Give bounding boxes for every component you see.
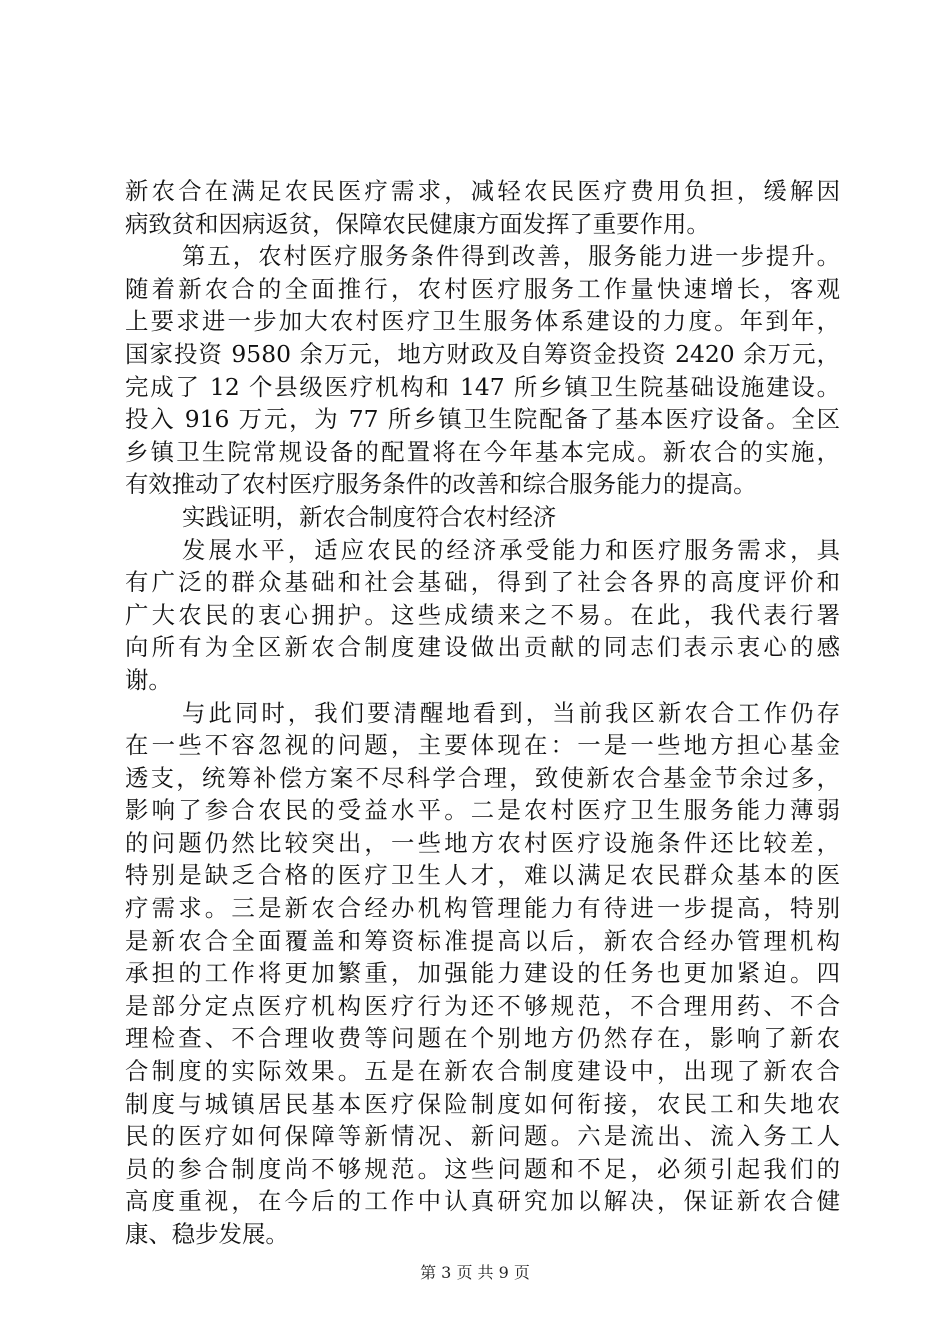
text-line: 实践证明，新农合制度符合农村经济 — [182, 502, 557, 531]
text-line: 有广泛的群众基础和社会基础，得到了社会各界的高度评价和 — [125, 568, 840, 597]
text-line: 是部分定点医疗机构医疗行为还不够规范，不合理用药、不合 — [125, 991, 840, 1020]
text-line: 影响了参合农民的受益水平。二是农村医疗卫生服务能力薄弱 — [125, 796, 840, 825]
text-line: 民的医疗如何保障等新情况、新问题。六是流出、流入务工人 — [125, 1122, 840, 1151]
text-line: 在一些不容忽视的问题，主要体现在：一是一些地方担心基金 — [125, 731, 840, 760]
page-footer: 第 3 页 共 9 页 — [420, 1263, 530, 1282]
text-line: 完成了 12 个县级医疗机构和 147 所乡镇卫生院基础设施建设。 — [125, 372, 840, 401]
document-body — [125, 175, 840, 1251]
text-line: 新农合在满足农民医疗需求，减轻农民医疗费用负担，缓解因 — [125, 177, 840, 205]
text-line: 广大农民的衷心拥护。这些成绩来之不易。在此，我代表行署 — [125, 600, 840, 629]
text-line: 第五，农村医疗服务条件得到改善，服务能力进一步提升。 — [182, 242, 840, 271]
text-line: 病致贫和因病返贫，保障农民健康方面发挥了重要作用。 — [125, 209, 710, 238]
text-line: 员的参合制度尚不够规范。这些问题和不足，必须引起我们的 — [125, 1154, 840, 1183]
text-line: 高度重视，在今后的工作中认真研究加以解决，保证新农合健 — [125, 1187, 840, 1216]
text-line: 合制度的实际效果。五是在新农合制度建设中，出现了新农合 — [125, 1057, 840, 1086]
text-line: 投入 916 万元，为 77 所乡镇卫生院配备了基本医疗设备。全区 — [125, 405, 840, 434]
text-line: 与此同时，我们要清醒地看到，当前我区新农合工作仍存 — [182, 698, 840, 727]
text-line: 的问题仍然比较突出，一些地方农村医疗设施条件还比较差， — [125, 828, 840, 857]
text-line: 发展水平，适应农民的经济承受能力和医疗服务需求，具 — [182, 535, 840, 564]
text-line: 上要求进一步加大农村医疗卫生服务体系建设的力度。年到年， — [125, 307, 840, 336]
text-line: 承担的工作将更加繁重，加强能力建设的任务也更加紧迫。四 — [125, 959, 840, 988]
text-line: 制度与城镇居民基本医疗保险制度如何衔接，农民工和失地农 — [125, 1089, 840, 1118]
text-line: 是新农合全面覆盖和筹资标准提高以后，新农合经办管理机构 — [125, 926, 840, 955]
text-line: 康、稳步发展。 — [125, 1220, 289, 1248]
text-line: 特别是缺乏合格的医疗卫生人才，难以满足农民群众基本的医 — [125, 861, 840, 890]
text-line: 国家投资 9580 余万元，地方财政及自筹资金投资 2420 余万元， — [125, 339, 840, 368]
text-line: 随着新农合的全面推行，农村医疗服务工作量快速增长，客观 — [125, 274, 840, 303]
text-line: 向所有为全区新农合制度建设做出贡献的同志们表示衷心的感 — [125, 633, 840, 662]
text-line: 乡镇卫生院常规设备的配置将在今年基本完成。新农合的实施， — [125, 437, 840, 466]
text-line: 理检查、不合理收费等问题在个别地方仍然存在，影响了新农 — [125, 1024, 840, 1053]
text-line: 有效推动了农村医疗服务条件的改善和综合服务能力的提高。 — [125, 470, 757, 499]
text-line: 谢。 — [125, 665, 172, 694]
text-line: 疗需求。三是新农合经办机构管理能力有待进一步提高，特别 — [125, 894, 840, 923]
text-line: 透支，统筹补偿方案不尽科学合理，致使新农合基金节余过多， — [125, 763, 840, 792]
